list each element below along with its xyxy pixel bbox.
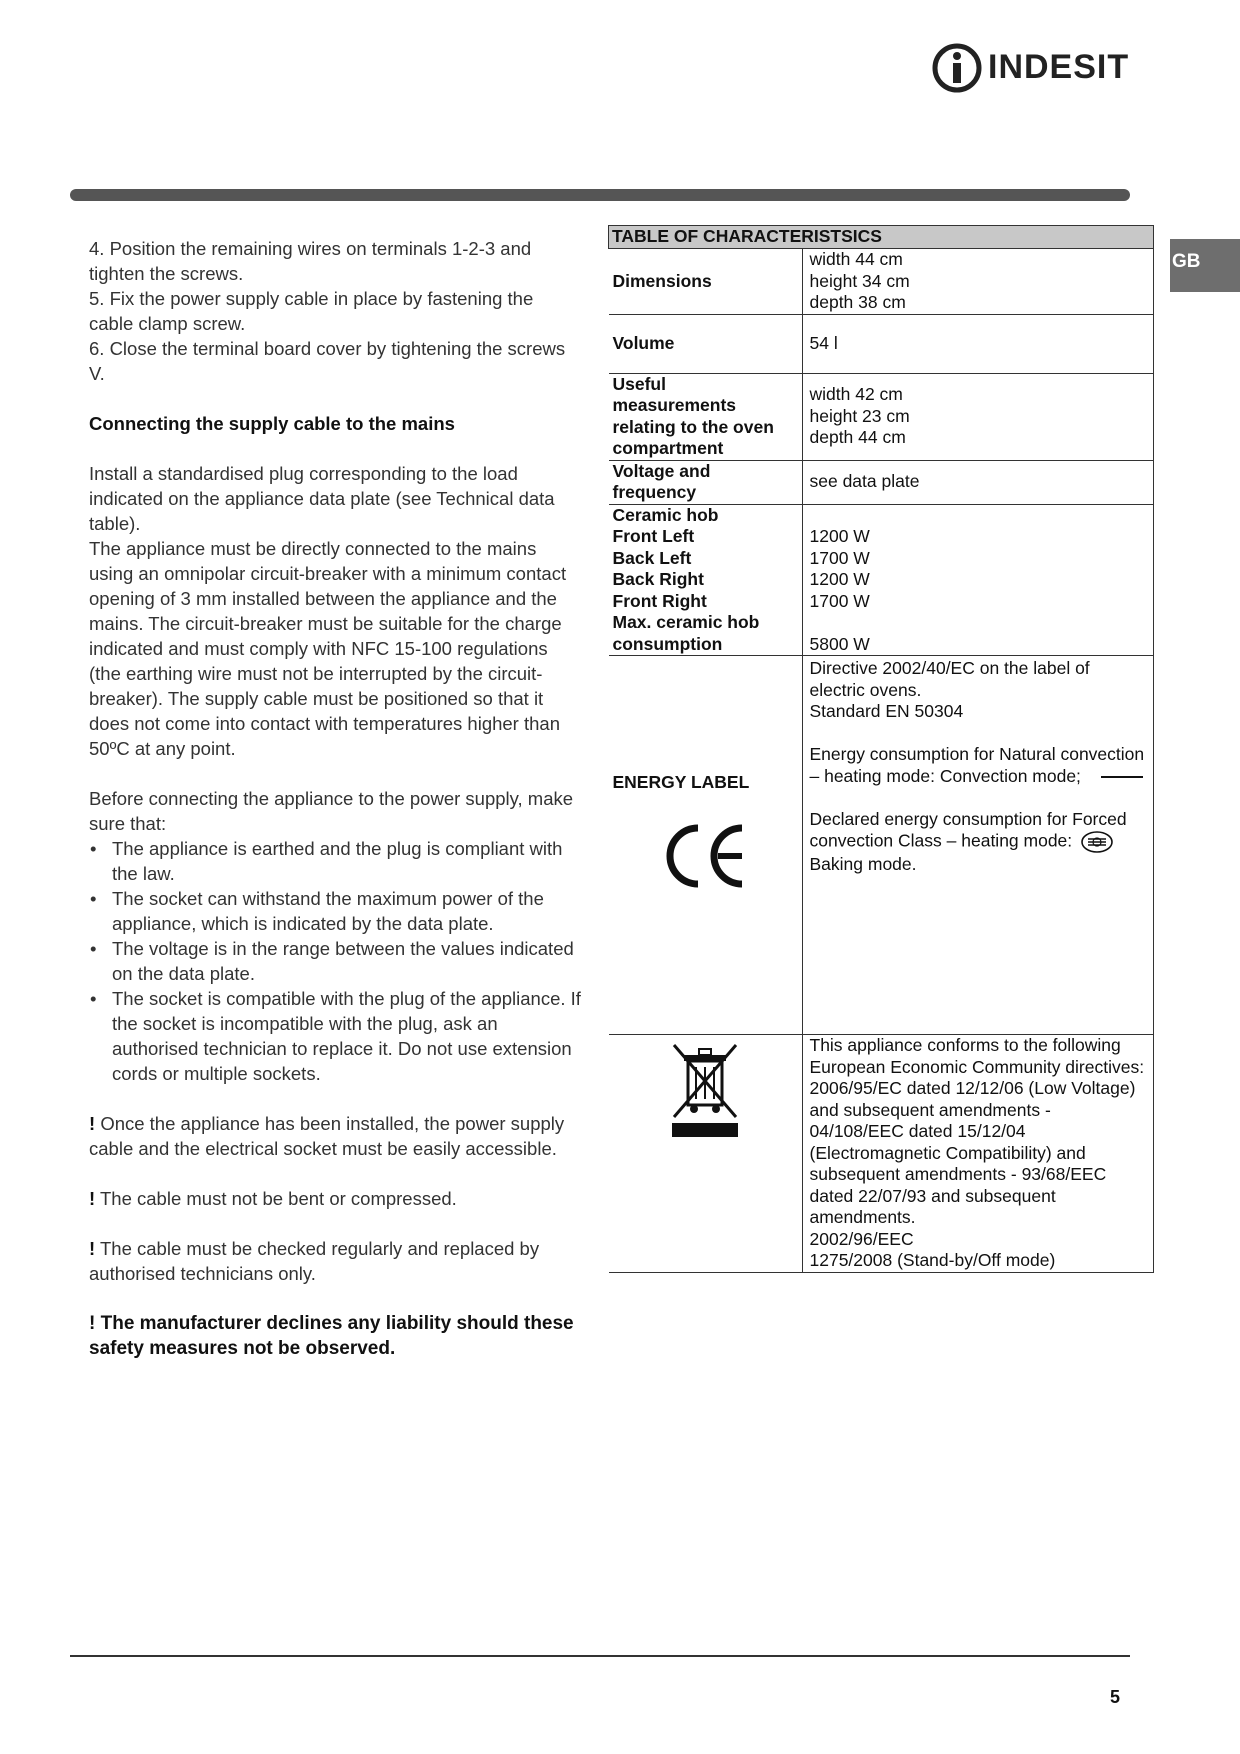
table-row — [609, 1035, 1154, 1273]
installation-text-column — [89, 236, 581, 1361]
volume-label: Volume — [609, 314, 803, 373]
natural-convection-text: Energy consumption for Natural convection – heating mode: Convection mode; — [809, 744, 1145, 786]
energy-class-blank — [1101, 776, 1143, 778]
warning-mark: ! — [89, 1113, 96, 1134]
table-row — [609, 249, 1154, 315]
step-6: 6. Close the terminal board cover by tightening the screws V. — [89, 338, 566, 384]
table-row — [609, 314, 1154, 373]
energy-label-details: Directive 2002/40/EC on the label of electric ovens. Standard EN 50304 Energy consumption for Natural convection – heating mode: Convection mode; Declared energy consumption for Forced convection Class – heating mode:Baking mode. — [802, 656, 1154, 1035]
before-connecting-intro: Before connecting the appliance to the power supply, make sure that: — [89, 788, 574, 834]
weee-cell — [609, 1035, 803, 1273]
brand-name: INDESIT — [988, 48, 1130, 86]
warning-mark: ! — [89, 1238, 96, 1259]
table-title: TABLE OF CHARACTERISTSICS — [609, 226, 1154, 249]
fan-oven-icon — [1080, 830, 1114, 854]
dimensions-label: Dimensions — [609, 249, 803, 315]
step-5: 5. Fix the power supply cable in place by fastening the cable clamp screw. — [89, 288, 534, 334]
table-row — [609, 656, 1154, 1035]
list-item: • The voltage is in the range between the values indicated on the data plate. — [89, 936, 581, 986]
voltage-value: see data plate — [802, 460, 1154, 504]
useful-measurements-label: Useful measurements relating to the oven compartment — [609, 373, 803, 460]
install-paragraph: Install a standardised plug corresponding to the load indicated on the appliance data plate (see Technical data table). — [89, 463, 555, 534]
table-row — [609, 504, 1154, 656]
table-row — [609, 373, 1154, 460]
page-number: 5 — [1110, 1687, 1121, 1707]
warning-mark: ! — [89, 1188, 96, 1209]
forced-convection-text: Declared energy consumption for Forced convection Class – heating mode: — [809, 808, 1127, 851]
section-heading: Connecting the supply cable to the mains — [89, 413, 455, 434]
useful-measurements-values: width 42 cm height 23 cm depth 44 cm — [802, 373, 1154, 460]
list-item: • The socket is compatible with the plug of the appliance. If the socket is incompatible with the plug, ask an authorised technician to replace it. Do not use extension cords or multiple sockets. — [89, 986, 581, 1086]
voltage-label: Voltage and frequency — [609, 460, 803, 504]
warning-bent: ! The cable must not be bent or compressed. — [89, 1188, 457, 1209]
conformity-text: This appliance conforms to the following European Economic Community directives: 2006/95/EC dated 12/12/06 (Low Voltage) and subsequent amendments - 04/108/EEC dated 15/12/04 (Electromagnetic Compatibility) and subsequent amendments - 93/68/EEC dated 22/07/93 and subsequent amendments. 2002/96/EEC 1275/2008 (Stand-by/Off mode) — [802, 1035, 1154, 1273]
mains-paragraph: The appliance must be directly connected to the mains using an omnipolar circuit-breaker with a minimum contact opening of 3 mm installed between the appliance and the mains. The circuit-breaker must be suitable for the charge indicated and must comply with NFC 15-100 regulations (the earthing wire must not be interrupted by the circuit-breaker). The supply cable must be positioned so that it does not come into contact with temperatures higher than 50ºC at any point. — [89, 538, 567, 759]
indesit-logo — [930, 40, 1130, 96]
liability-warning: ! The manufacturer declines any liability should these safety measures not be observed. — [89, 1313, 574, 1359]
ceramic-hob-label: Ceramic hob Front Left Back Left Back Right Front Right Max. ceramic hob consumption — [609, 504, 803, 656]
volume-value: 54 l — [802, 314, 1154, 373]
table-row — [609, 460, 1154, 504]
step-4: 4. Position the remaining wires on terminals 1-2-3 and tighten the screws. — [89, 238, 532, 284]
energy-label-title: ENERGY LABEL — [612, 772, 750, 792]
warning-accessible: ! Once the appliance has been installed, the power supply cable and the electrical socket must be easily accessible. — [89, 1113, 565, 1159]
dimensions-values: width 44 cm height 34 cm depth 38 cm — [802, 249, 1154, 315]
header-divider — [70, 189, 1130, 201]
weee-crossed-bin-icon — [670, 1043, 740, 1139]
energy-label-cell — [609, 656, 803, 1035]
checklist — [89, 836, 581, 1086]
list-item: • The socket can withstand the maximum power of the appliance, which is indicated by the data plate. — [89, 886, 581, 936]
list-item: • The appliance is earthed and the plug is compliant with the law. — [89, 836, 581, 886]
language-tab: GB — [1170, 239, 1240, 292]
footer-divider — [70, 1655, 1130, 1657]
warning-checked: ! The cable must be checked regularly and replaced by authorised technicians only. — [89, 1238, 540, 1284]
baking-mode-text: Baking mode. — [809, 854, 917, 874]
ce-mark-icon — [662, 822, 748, 890]
characteristics-table — [608, 225, 1154, 1273]
indesit-i-logo-icon — [930, 40, 984, 96]
ceramic-hob-values: 1200 W 1700 W 1200 W 1700 W 5800 W — [802, 504, 1154, 656]
